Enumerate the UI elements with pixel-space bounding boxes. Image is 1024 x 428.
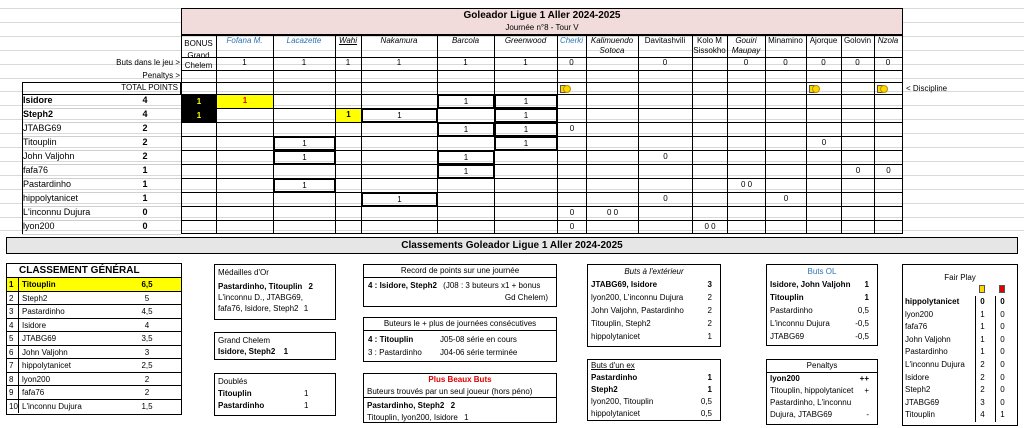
- classement-points: 2: [144, 374, 150, 384]
- fairplay-name: Pastardinho: [905, 347, 948, 357]
- classement-row[interactable]: [7, 277, 181, 291]
- classement-rank: 2: [9, 292, 19, 305]
- page-subtitle: Journée n°8 - Tour V: [505, 23, 579, 32]
- player-buts-11: 0: [783, 58, 788, 67]
- classement-rank: 1: [9, 278, 19, 291]
- ex-row: [588, 408, 720, 420]
- player-row-total: 0: [142, 221, 148, 231]
- exterieur-value: 2: [707, 319, 712, 328]
- beaux-buts-subtitle: Buteurs trouvés par un seul joueur (hors péno): [364, 386, 556, 398]
- penaltys_box-name: Pastardinho, L'inconnu: [770, 398, 852, 407]
- player-row-total: 2: [142, 123, 148, 133]
- exterieur-title: Buts à l'extérieur: [624, 267, 684, 276]
- bonus-cell: 1: [182, 109, 216, 122]
- classement-points: 1,5: [141, 401, 153, 411]
- score-cell: 1: [495, 95, 557, 108]
- classement-name: hippolytanicet: [22, 361, 71, 370]
- ex-row: [588, 384, 720, 396]
- player-header-1[interactable]: Lacazette: [286, 36, 322, 45]
- classement-rank: 7: [9, 359, 19, 372]
- exterieur-name: JTABG69, Isidore: [591, 280, 658, 289]
- fairplay-row: [903, 309, 1017, 322]
- player-buts-4: 1: [463, 58, 468, 67]
- ex-name: Steph2: [591, 385, 618, 394]
- penaltys_box-value: ++: [859, 374, 869, 383]
- score-cell: 1: [362, 193, 437, 206]
- classement-row[interactable]: [7, 372, 181, 386]
- fairplay-row: [903, 409, 1017, 422]
- score-cell: 1: [217, 95, 273, 108]
- penaltys_box-value: -: [866, 410, 869, 419]
- consecutives-box: [363, 317, 557, 362]
- bonus-cell: 1: [182, 95, 216, 108]
- classement-general: [6, 263, 182, 415]
- player-buts-0: 1: [242, 58, 247, 67]
- classement-rank: 9: [9, 386, 19, 399]
- fairplay-row: [903, 397, 1017, 410]
- record-detail-2: Gd Chelem): [504, 293, 548, 302]
- fairplay-red: 0: [995, 296, 1009, 309]
- score-cell: 0: [821, 138, 827, 147]
- exterieur-row: [588, 291, 720, 304]
- section-title: Classements Goleador Ligue 1 Aller 2024-2025: [6, 237, 1018, 254]
- player-row-name[interactable]: Pastardinho: [23, 179, 72, 189]
- record-detail: (J08 : 3 buteurs x1 + bonus: [443, 281, 541, 290]
- penaltys-label: Penaltys >: [142, 71, 180, 80]
- doubles-row2-name: Pastardinho: [218, 401, 265, 410]
- consecutives-r2-name: Pastardinho: [379, 348, 422, 357]
- classement-row[interactable]: [7, 385, 181, 399]
- player-row-name[interactable]: L'inconnu Dujura: [23, 207, 91, 217]
- fairplay-row: [903, 359, 1017, 372]
- buts_ol-row: [767, 330, 877, 343]
- player-header-8[interactable]: Davitashvili: [644, 36, 686, 45]
- discipline-icon-0: [560, 84, 571, 93]
- fairplay-red: 0: [995, 397, 1009, 410]
- ex-title: Buts d'un ex: [591, 361, 635, 370]
- fairplay-name: lyon200: [905, 309, 934, 319]
- score-cell: 1: [495, 123, 557, 136]
- player-row-total: 1: [142, 193, 148, 203]
- buts_ol-value: -0,5: [855, 332, 869, 341]
- player-header-6[interactable]: Cherki: [559, 36, 584, 45]
- penaltys_box-name: Dujura, JTABG69: [770, 410, 833, 419]
- player-row-name[interactable]: Titouplin: [23, 137, 57, 147]
- player-buts-13: 0: [855, 58, 860, 67]
- doubles-row1-name: Titouplin: [218, 389, 252, 398]
- doubles-box: [214, 373, 336, 416]
- classement-points: 2: [144, 388, 150, 397]
- fairplay-red: 0: [995, 309, 1009, 322]
- player-buts-14: 0: [885, 58, 891, 67]
- exterieur-value: 2: [707, 306, 712, 315]
- fairplay-row: [903, 334, 1017, 347]
- player-buts-3: 1: [396, 58, 402, 67]
- fairplay-name: John Valjohn: [905, 334, 951, 344]
- buts_ol-row: [767, 278, 877, 291]
- player-row-name[interactable]: John Valjohn: [23, 151, 75, 161]
- medailles-line3-value: 1: [303, 304, 309, 313]
- total-points-label: TOTAL POINTS: [121, 83, 178, 92]
- player-row-total: 0: [142, 207, 148, 217]
- score-cell: 1: [438, 95, 494, 108]
- fairplay-row: [903, 321, 1017, 334]
- player-header-3[interactable]: Nakamura: [380, 36, 418, 45]
- penaltys-box: [766, 359, 878, 425]
- exterieur-box: [587, 264, 721, 347]
- smiley-icon: [563, 85, 571, 93]
- ex-value: 0,5: [700, 397, 712, 406]
- ex-name: lyon200, Titouplin: [591, 397, 654, 406]
- fairplay-name: Steph2: [905, 385, 931, 395]
- beaux-buts-r1-value: 2: [450, 401, 456, 410]
- player-row-name[interactable]: JTABG69: [23, 123, 62, 133]
- penaltys_box-name: Titouplin, hippolytanicet: [770, 386, 854, 395]
- consecutives-r2-detail: J04-06 série terminée: [440, 348, 518, 357]
- score-cell: 0: [569, 124, 575, 133]
- score-cell: 0: [886, 166, 891, 175]
- exterieur-name: Titouplin, Steph2: [591, 319, 651, 328]
- player-row-name[interactable]: Isidore: [23, 95, 53, 105]
- grand-chelem-title: Grand Chelem: [218, 336, 271, 345]
- score-cell: 0: [569, 208, 575, 217]
- fairplay-row: [903, 372, 1017, 385]
- player-row-name[interactable]: hippolytanicet: [23, 193, 79, 203]
- beaux-buts-r2: Titouplin, lyon200, Isidore: [367, 413, 458, 422]
- bonus-label: BONUS: [184, 39, 213, 48]
- fairplay-red: 0: [995, 384, 1009, 397]
- classement-row[interactable]: [7, 399, 181, 413]
- player-header-5[interactable]: Greenwood: [504, 36, 547, 45]
- exterieur-value: 3: [707, 280, 712, 289]
- player-buts-8: 0: [662, 58, 668, 67]
- consecutives-title: Buteurs le + plus de journées consécutives: [364, 318, 556, 331]
- score-cell: 1: [274, 151, 335, 164]
- penaltys_box-name: lyon200: [770, 374, 800, 383]
- player-header-10[interactable]: Gouiri Maupay: [731, 36, 761, 55]
- classement-name: lyon200: [22, 374, 51, 384]
- fairplay-yellow: 2: [975, 372, 989, 385]
- buts_ol-row: [767, 304, 877, 317]
- fairplay-red: 0: [995, 372, 1009, 385]
- classement-name: Titouplin: [22, 280, 56, 289]
- exterieur-name: John Valjohn, Pastardinho: [591, 306, 684, 315]
- player-row-total: 4: [142, 109, 148, 119]
- buts_ol-name: Pastardinho: [770, 306, 813, 315]
- fairplay-yellow: 1: [975, 321, 989, 334]
- score-cell: 1: [438, 123, 494, 136]
- classement-rank: 3: [9, 305, 19, 318]
- player-buts-2: 1: [345, 58, 351, 67]
- classement-row[interactable]: [7, 318, 181, 332]
- player-header-13[interactable]: Golovin: [843, 36, 872, 45]
- score-cell: 1: [274, 137, 335, 150]
- buts_ol-value: 0,5: [857, 306, 869, 315]
- fairplay-red: 1: [995, 409, 1009, 422]
- score-cell: 1: [336, 109, 361, 122]
- ex-name: hippolytanicet: [591, 409, 640, 418]
- buts-ol-title: Buts OL: [807, 267, 837, 276]
- player-buts-1: 1: [301, 58, 307, 67]
- fairplay-name: L'inconnu Dujura: [905, 359, 965, 369]
- fairplay-row: [903, 346, 1017, 359]
- fairplay-yellow: 2: [975, 384, 989, 397]
- classement-points: 4: [144, 320, 150, 330]
- score-cell: 0: [663, 152, 668, 161]
- exterieur-row: [588, 330, 720, 343]
- score-cell: 0: [783, 194, 789, 203]
- player-header-2[interactable]: Wahi: [338, 36, 358, 45]
- player-row-total: 4: [142, 95, 148, 105]
- classement-points: 2,5: [141, 361, 153, 370]
- penaltys_box-row: [767, 397, 877, 409]
- medailles-line1-value: 2: [308, 282, 313, 291]
- ex-value: 1: [707, 373, 712, 382]
- score-cell: 0 0: [606, 208, 619, 217]
- discipline-icon-2: [877, 84, 888, 93]
- player-header-11[interactable]: Minamino: [768, 36, 803, 45]
- record-names: Isidore, Steph2: [379, 281, 437, 290]
- fairplay-red: 0: [995, 359, 1009, 372]
- doubles-title: Doublés: [218, 377, 248, 386]
- buts_ol-row: [767, 317, 877, 330]
- exterieur-value: 2: [707, 293, 712, 302]
- buts_ol-name: L'inconnu Dujura: [770, 319, 830, 328]
- score-cell: 0 0: [740, 180, 753, 189]
- smiley-icon: [880, 85, 888, 93]
- classement-rank: 8: [9, 373, 19, 386]
- fairplay-name: JTABG69: [905, 397, 940, 407]
- record-box: [363, 264, 557, 307]
- score-cell: 0 0: [704, 222, 716, 231]
- fairplay-name: Titouplin: [905, 410, 935, 420]
- discipline-icon-1: [809, 84, 820, 93]
- score-cell: 1: [438, 151, 494, 164]
- grand-chelem-label: Grand Chelem: [184, 51, 213, 70]
- penaltys_box-row: [767, 385, 877, 397]
- buts_ol-value: 1: [864, 293, 869, 302]
- fairplay-yellow: 0: [975, 296, 989, 309]
- beaux-buts-r2-value: 1: [464, 413, 469, 422]
- classement-row[interactable]: [7, 304, 181, 318]
- buts-jeu-label: Buts dans le jeu >: [116, 58, 180, 67]
- red-card-icon: [999, 285, 1005, 293]
- score-cell: 1: [495, 109, 557, 122]
- player-row-name[interactable]: lyon200: [23, 221, 55, 231]
- page-title: Goleador Ligue 1 Aller 2024-2025: [463, 10, 621, 21]
- classement-title: CLASSEMENT GÉNÉRAL: [19, 265, 140, 276]
- consecutives-r1-count: 4 :: [368, 335, 378, 344]
- classement-name: L'inconnu Dujura: [22, 401, 82, 411]
- ex-row: [588, 396, 720, 408]
- exterieur-row: [588, 317, 720, 330]
- fairplay-red: 0: [995, 334, 1009, 347]
- classement-row[interactable]: [7, 358, 181, 372]
- player-header-12[interactable]: Ajorque: [809, 36, 838, 45]
- fairplay-yellow: 1: [975, 346, 989, 359]
- score-cell: 0: [855, 166, 861, 175]
- player-header-14[interactable]: Nzola: [877, 36, 899, 45]
- classement-name: John Valjohn: [22, 347, 68, 357]
- exterieur-name: hippolytanicet: [591, 332, 640, 341]
- player-buts-10: 0: [743, 58, 749, 67]
- player-header-9[interactable]: Kolo M Sissokho: [693, 36, 726, 55]
- fairplay-row: [903, 384, 1017, 397]
- classement-name: JTABG69: [22, 334, 57, 343]
- medailles-line3: fafa76, Isidore, Steph2: [218, 304, 299, 313]
- fairplay-name: Isidore: [905, 372, 930, 382]
- doubles-row2-value: 1: [304, 401, 309, 410]
- classement-rank: 5: [9, 332, 19, 345]
- score-cell: 1: [362, 109, 437, 122]
- classement-row[interactable]: [7, 291, 181, 305]
- medailles-line2: L'inconnu D., JTABG69,: [218, 293, 303, 302]
- fairplay-yellow: 1: [975, 334, 989, 347]
- penaltys_box-value: +: [864, 386, 869, 395]
- fairplay-yellow: 3: [975, 397, 989, 410]
- fairplay-row: [903, 296, 1017, 309]
- ex-box: [587, 359, 721, 421]
- exterieur-row: [588, 278, 720, 291]
- fairplay-yellow: 4: [975, 409, 989, 422]
- player-row-total: 2: [142, 137, 148, 147]
- classement-rank: 10: [9, 401, 18, 411]
- beaux-buts-title: Plus Beaux Buts: [428, 375, 492, 384]
- exterieur-value: 1: [707, 332, 712, 341]
- consecutives-r1-name: Titouplin: [379, 335, 414, 344]
- beaux-buts-r1: Pastardinho, Steph2: [367, 401, 445, 410]
- doubles-row1-value: 1: [304, 389, 309, 398]
- grand-chelem-box: [214, 332, 336, 360]
- player-row-total: 2: [142, 151, 148, 161]
- classement-points: 5: [144, 293, 150, 303]
- classement-name: Steph2: [22, 293, 48, 303]
- penaltys_box-row: [767, 373, 877, 385]
- beaux-buts-box: [363, 373, 557, 423]
- score-cell: 0: [569, 222, 575, 231]
- record-points: 4 :: [368, 281, 378, 290]
- classement-name: fafa76: [22, 388, 45, 397]
- buts-ol-box: [766, 264, 878, 346]
- medailles-box: [214, 264, 336, 320]
- buts_ol-name: JTABG69: [770, 332, 805, 341]
- player-header-4[interactable]: Barcola: [451, 36, 480, 45]
- score-cell: 0: [663, 194, 668, 203]
- ex-value: 0,5: [700, 409, 712, 418]
- penaltys-title: Penaltys: [767, 360, 877, 373]
- player-row-name[interactable]: fafa76: [23, 165, 49, 175]
- fairplay-red: 0: [995, 346, 1009, 359]
- ex-value: 1: [707, 385, 712, 394]
- player-row-total: 1: [142, 179, 148, 189]
- buts_ol-name: Isidore, John Valjohn: [770, 280, 851, 289]
- exterieur-row: [588, 304, 720, 317]
- fairplay-yellow: 2: [975, 359, 989, 372]
- ex-name: Pastardinho: [591, 373, 638, 382]
- consecutives-r1-detail: J05-08 série en cours: [440, 335, 517, 344]
- score-cell: 1: [274, 179, 335, 192]
- penaltys_box-row: [767, 409, 877, 421]
- classement-points: 4,5: [141, 307, 153, 316]
- fairplay-red: 0: [995, 321, 1009, 334]
- exterieur-name: lyon200, L'inconnu Dujura: [591, 293, 684, 302]
- player-row-name[interactable]: Steph2: [23, 109, 54, 119]
- consecutives-r2-count: 3 :: [368, 348, 377, 357]
- smiley-icon: [812, 85, 820, 93]
- discipline-label: < Discipline: [906, 84, 948, 93]
- buts_ol-name: Titouplin: [770, 293, 804, 302]
- grand-chelem-value: 1: [283, 347, 289, 356]
- classement-name: Isidore: [22, 320, 47, 330]
- fairplay-name: fafa76: [905, 322, 928, 332]
- player-buts-12: 0: [821, 58, 826, 67]
- classement-name: Pastardinho: [22, 307, 65, 316]
- buts_ol-value: -0,5: [855, 319, 869, 328]
- player-header-0[interactable]: Fofana M.: [226, 36, 263, 45]
- ex-row: [588, 372, 720, 384]
- record-title: Record de points sur une journée: [364, 265, 556, 278]
- buts_ol-value: 1: [864, 280, 869, 289]
- buts_ol-row: [767, 291, 877, 304]
- medailles-title: Médailles d'Or: [218, 268, 269, 277]
- classement-points: 3,5: [141, 334, 153, 343]
- grand-chelem-line: Isidore, Steph2: [218, 347, 276, 356]
- score-cell: 1: [438, 165, 494, 178]
- fairplay-yellow: 1: [975, 309, 989, 322]
- classement-row[interactable]: [7, 331, 181, 345]
- fairplay-name: hippolytanicet: [905, 297, 960, 306]
- classement-rank: 4: [9, 319, 19, 332]
- classement-points: 3: [144, 347, 150, 357]
- player-buts-6: 0: [569, 58, 574, 67]
- yellow-card-icon: [979, 285, 985, 293]
- classement-rank: 6: [9, 346, 19, 359]
- player-buts-5: 1: [523, 58, 528, 67]
- fair-play-title: Fair Play: [944, 273, 976, 282]
- classement-points: 6,5: [141, 280, 153, 289]
- player-row-total: 1: [142, 165, 148, 175]
- player-header-7[interactable]: Kalimuendo Sotoca: [590, 36, 634, 55]
- medailles-line1: Pastardinho, Titouplin: [218, 282, 303, 291]
- score-cell: 1: [495, 137, 557, 150]
- fair-play-box: [902, 264, 1018, 426]
- classement-row[interactable]: [7, 345, 181, 359]
